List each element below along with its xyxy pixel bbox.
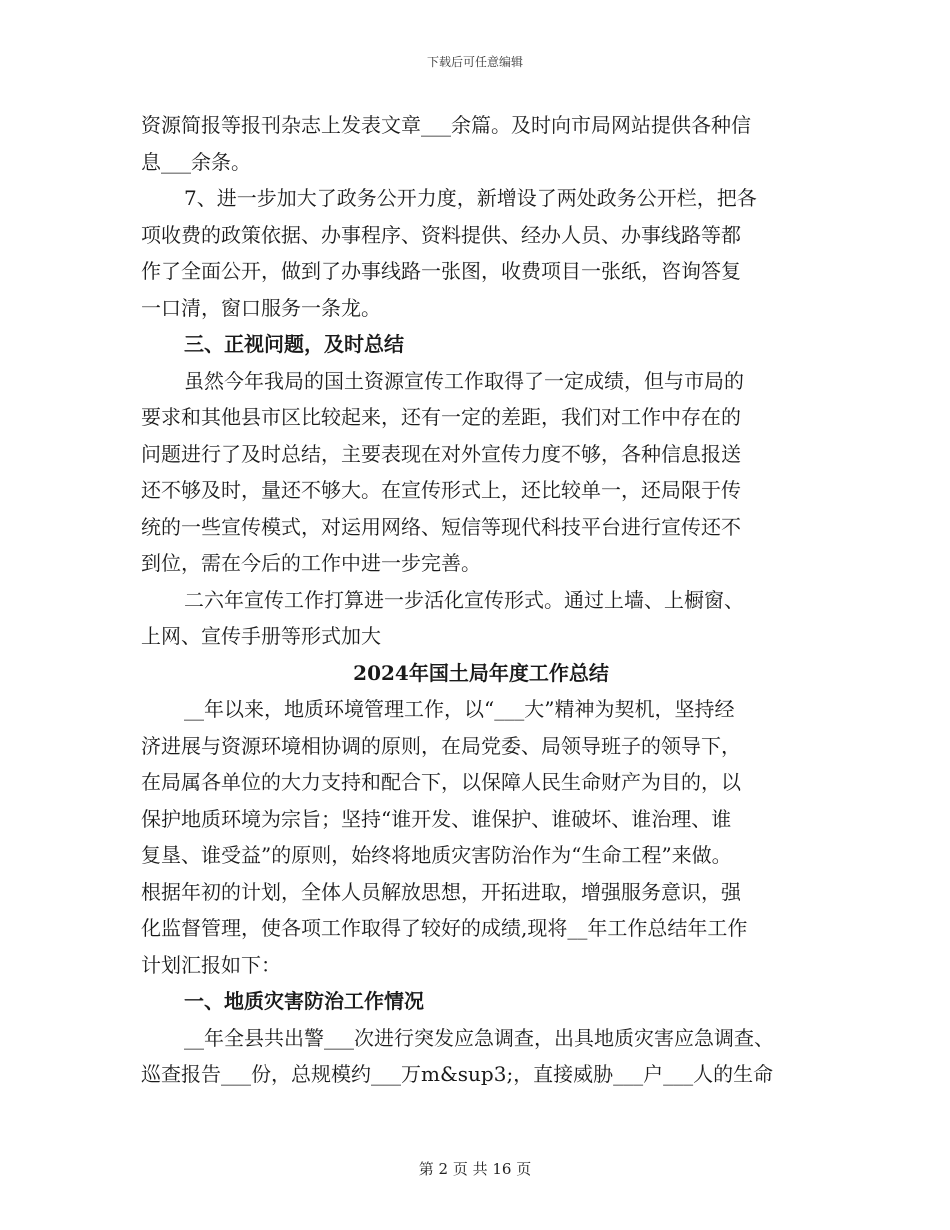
paragraph-line: __年全县共出警___次进行突发应急调查，出具地质灾害应急调查、: [184, 1025, 774, 1050]
section-heading: 一、地质灾害防治工作情况: [184, 989, 424, 1013]
paragraph-line: 一口清，窗口服务一条龙。: [141, 295, 381, 320]
paragraph-line: 根据年初的计划，全体人员解放思想，开拓进取，增强服务意识，强: [141, 879, 741, 904]
paragraph-line: 保护地质环境为宗旨；坚持“谁开发、谁保护、谁破坏、谁治理、谁: [141, 806, 732, 831]
paragraph-line: 在局属各单位的大力支持和配合下，以保障人民生命财产为目的，以: [141, 770, 741, 794]
paragraph-line: 项收费的政策依据、办事程序、资料提供、经办人员、办事线路等都: [141, 222, 741, 247]
paragraph-line: 问题进行了及时总结，主要表现在对外宣传力度不够，各种信息报送: [141, 441, 741, 466]
paragraph-line: 还不够及时，量还不够大。在宣传形式上，还比较单一，还局限于传: [141, 478, 741, 502]
paragraph-line: 上网、宣传手册等形式加大: [141, 624, 381, 648]
paragraph-line: 济进展与资源环境相协调的原则，在局党委、局领导班子的领导下，: [141, 733, 741, 758]
paragraph-line: 作了全面公开，做到了办事线路一张图，收费项目一张纸，咨询答复: [141, 259, 741, 283]
paragraph-line: 息___余条。: [141, 149, 251, 174]
document-body: [141, 107, 821, 1093]
paragraph-line: 化监督管理，使各项工作取得了较好的成绩,现将__年工作总结年工作: [141, 916, 748, 940]
paragraph-line: 资源简报等报刊杂志上发表文章___余篇。及时向市局网站提供各种信: [141, 113, 751, 137]
page-number-footer: 第 2 页 共 16 页: [418, 1160, 532, 1178]
paragraph-line: __年以来，地质环境管理工作，以“___大”精神为契机，坚持经: [184, 697, 735, 721]
paragraph-line: 巡查报告___份，总规模约___万m&sup3;，直接威胁___户___人的生命: [141, 1062, 774, 1086]
paragraph-line: 复垦、谁受益”的原则，始终将地质灾害防治作为“生命工程”来做。: [141, 843, 732, 867]
paragraph-line: 7、进一步加大了政务公开力度，新增设了两处政务公开栏，把各: [184, 186, 757, 210]
header-note: 下载后可任意编辑: [426, 55, 523, 69]
paragraph-line: 虽然今年我局的国土资源宣传工作取得了一定成绩，但与市局的: [184, 368, 744, 393]
paragraph-line: 到位，需在今后的工作中进一步完善。: [141, 551, 481, 575]
section-heading: 三、正视问题，及时总结: [184, 332, 404, 356]
document-title: 2024年国土局年度工作总结: [353, 660, 609, 685]
paragraph-line: 计划汇报如下：: [141, 952, 281, 977]
paragraph-line: 统的一些宣传模式，对运用网络、短信等现代科技平台进行宣传还不: [141, 514, 741, 539]
paragraph-line: 要求和其他县市区比较起来，还有一定的差距，我们对工作中存在的: [141, 405, 741, 429]
paragraph-line: 二六年宣传工作打算进一步活化宣传形式。通过上墙、上橱窗、: [184, 587, 744, 612]
